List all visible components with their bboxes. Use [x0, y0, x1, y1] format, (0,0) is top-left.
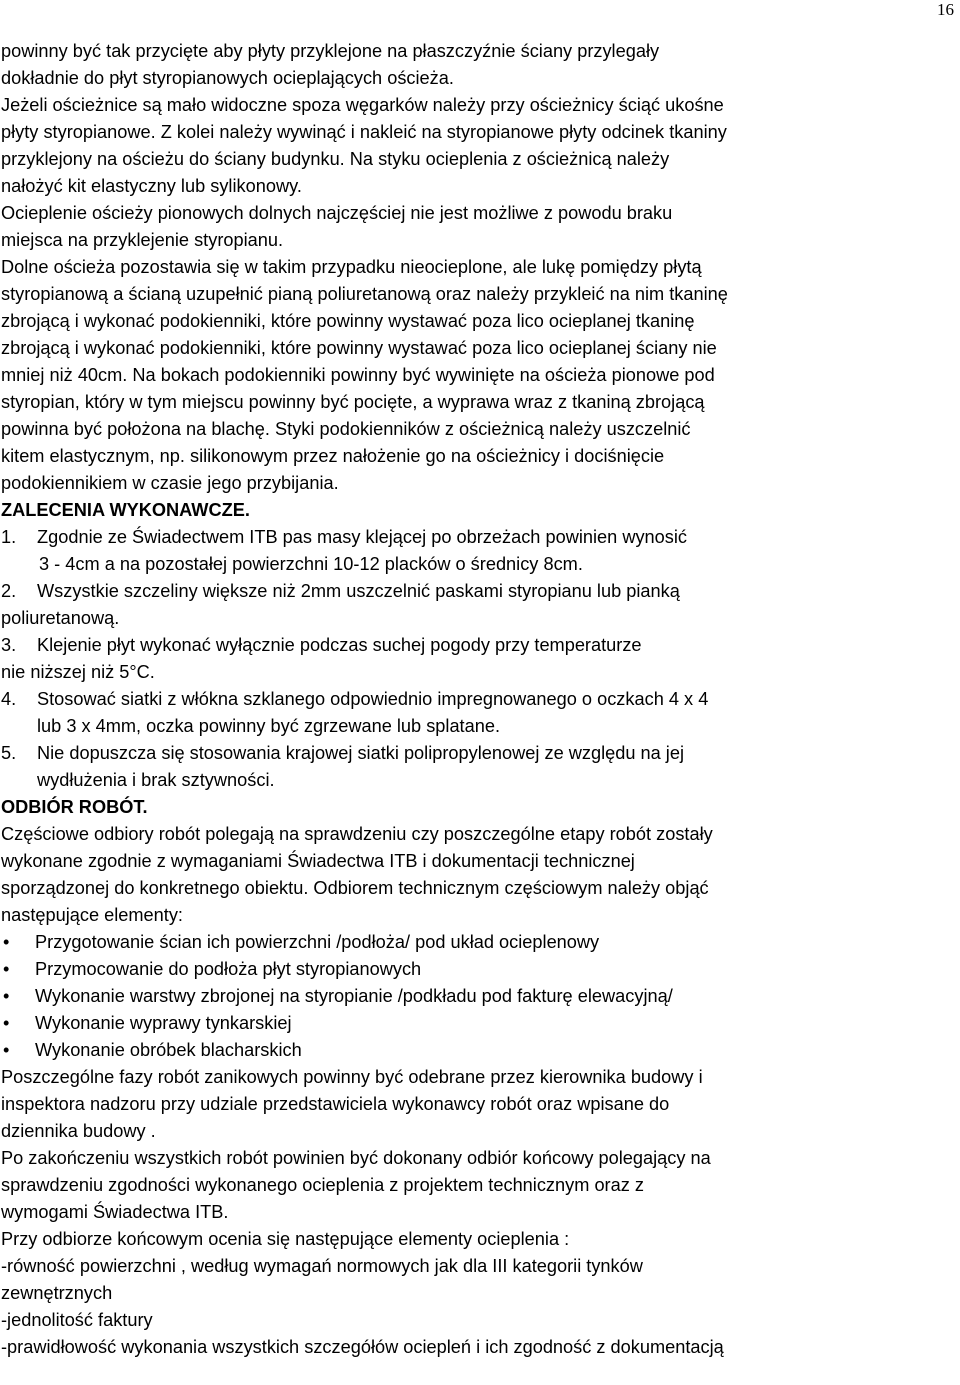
list-item-continuation: lub 3 x 4mm, oczka powinny być zgrzewane lub splatane.: [37, 716, 501, 736]
elements-bullet-list: [1, 929, 956, 1064]
list-item-text: Wszystkie szczeliny większe niż 2mm uszczelnić paskami styropianu lub pianką: [37, 581, 680, 601]
bullet-item: [1, 929, 956, 956]
text-line: zewnętrznych: [1, 1283, 113, 1303]
text-line: -równość powierzchni , według wymagań normowych jak dla III kategorii tynków: [1, 1256, 643, 1276]
text-line: miejsca na przyklejenie styropianu.: [1, 230, 284, 250]
list-item: [1, 578, 956, 605]
list-item-continuation: wydłużenia i brak sztywności.: [37, 770, 275, 790]
list-item-continuation: 3 - 4cm a na pozostałej powierzchni 10-12 placków o średnicy 8cm.: [39, 554, 583, 574]
list-number: 4.: [1, 689, 17, 709]
list-item-text: Nie dopuszcza się stosowania krajowej siatki polipropylenowej ze względu na jej: [37, 743, 685, 763]
bullet-icon: •: [3, 1013, 10, 1033]
text-line: następujące elementy:: [1, 905, 183, 925]
list-item-continuation: nie niższej niż 5°C.: [1, 662, 155, 682]
text-line: sprawdzeniu zgodności wykonanego ocieplenia z projektem technicznym oraz z: [1, 1175, 644, 1195]
bullet-text: Przygotowanie ścian ich powierzchni /podłoża/ pod układ ocieplenowy: [35, 932, 600, 952]
list-number: 1.: [1, 527, 17, 547]
text-line: podokiennikiem w czasie jego przybijania.: [1, 473, 339, 493]
text-line: dziennika budowy .: [1, 1121, 156, 1141]
bullet-icon: •: [3, 959, 10, 979]
text-line: wykonane zgodnie z wymaganiami Świadectwa ITB i dokumentacji technicznej: [1, 851, 635, 871]
bullet-text: Przymocowanie do podłoża płyt styropianowych: [35, 959, 422, 979]
text-line: powinny być tak przycięte aby płyty przyklejone na płaszczyźnie ściany przylegały: [1, 41, 660, 61]
list-number: 3.: [1, 635, 17, 655]
text-line: -prawidłowość wykonania wszystkich szczegółów ociepleń i ich zgodność z dokumentacją: [1, 1337, 724, 1357]
text-line: -jednolitość faktury: [1, 1310, 153, 1330]
list-item-text: Stosować siatki z włókna szklanego odpowiednio impregnowanego o oczkach 4 x 4: [37, 689, 709, 709]
bullet-item: [1, 983, 956, 1010]
document-body: [1, 38, 956, 1361]
text-line: kitem elastycznym, np. silikonowym przez nałożenie go na ościeżnicy i dociśnięcie: [1, 446, 665, 466]
list-item: [1, 686, 956, 713]
text-line: Dolne ościeża pozostawia się w takim przypadku nieocieplone, ale lukę pomiędzy płytą: [1, 257, 702, 277]
list-item: [1, 632, 956, 659]
section-heading-acceptance: ODBIÓR ROBÓT.: [1, 797, 148, 817]
bullet-text: Wykonanie wyprawy tynkarskiej: [35, 1013, 292, 1033]
list-item: [1, 740, 956, 767]
text-line: sporządzonej do konkretnego obiektu. Odbiorem technicznym częściowym należy objąć: [1, 878, 709, 898]
text-line: Ocieplenie ościeży pionowych dolnych najczęściej nie jest możliwe z powodu braku: [1, 203, 673, 223]
text-line: mniej niż 40cm. Na bokach podokienniki powinny być wywinięte na ościeża pionowe pod: [1, 365, 715, 385]
bullet-icon: •: [3, 986, 10, 1006]
text-line: Jeżeli ościeżnice są mało widoczne spoza węgarków należy przy ościeżnicy ściąć ukośne: [1, 95, 724, 115]
text-line: płyty styropianowe. Z kolei należy wywinąć i nakleić na styropianowe płyty odcinek tkaniny: [1, 122, 727, 142]
text-line: Po zakończeniu wszystkich robót powinien być dokonany odbiór końcowy polegający na: [1, 1148, 711, 1168]
acceptance-text: [1, 821, 956, 929]
list-item-continuation: poliuretanową.: [1, 608, 120, 628]
section-heading-recommendations: ZALECENIA WYKONAWCZE.: [1, 500, 250, 520]
list-item: [1, 524, 956, 551]
bullet-icon: •: [3, 1040, 10, 1060]
list-number: 5.: [1, 743, 17, 763]
text-line: styropianową a ścianą uzupełnić pianą poliuretanową oraz należy przykleić na nim tkaninę: [1, 284, 728, 304]
text-line: styropian, który w tym miejscu powinny być pocięte, a wyprawa wraz z tkaniną zbrojącą: [1, 392, 705, 412]
text-line: Przy odbiorze końcowym ocenia się następujące elementy ocieplenia :: [1, 1229, 570, 1249]
text-line: powinna być położona na blachę. Styki podokienników z ościeżnicą należy uszczelnić: [1, 419, 691, 439]
bullet-icon: •: [3, 932, 10, 952]
bullet-item: [1, 1010, 956, 1037]
text-line: dokładnie do płyt styropianowych ocieplających ościeża.: [1, 68, 454, 88]
bullet-item: [1, 956, 956, 983]
bullet-text: Wykonanie warstwy zbrojonej na styropianie /podkładu pod fakturę elewacyjną/: [35, 986, 673, 1006]
text-line: inspektora nadzoru przy udziale przedstawiciela wykonawcy robót oraz wpisane do: [1, 1094, 670, 1114]
list-item-text: Klejenie płyt wykonać wyłącznie podczas suchej pogody przy temperaturze: [37, 635, 642, 655]
recommendations-list: [1, 524, 956, 794]
list-number: 2.: [1, 581, 17, 601]
text-line: przyklejony na ościeżu do ściany budynku. Na styku ocieplenia z ościeżnicą należy: [1, 149, 670, 169]
bullet-text: Wykonanie obróbek blacharskich: [35, 1040, 302, 1060]
list-item-text: Zgodnie ze Świadectwem ITB pas masy klejącej po obrzeżach powinien wynosić: [37, 527, 688, 547]
bullet-item: [1, 1037, 956, 1064]
text-line: zbrojącą i wykonać podokienniki, które powinny wystawać poza lico ocieplanej ściany nie: [1, 338, 717, 358]
text-line: zbrojącą i wykonać podokienniki, które powinny wystawać poza lico ocieplanej tkaninę: [1, 311, 695, 331]
text-line: nałożyć kit elastyczny lub sylikonowy.: [1, 176, 302, 196]
closing-text: [1, 1064, 956, 1361]
text-line: Poszczególne fazy robót zanikowych powinny być odebrane przez kierownika budowy i: [1, 1067, 703, 1087]
intro-text: [1, 38, 956, 497]
text-line: Częściowe odbiory robót polegają na sprawdzeniu czy poszczególne etapy robót zostały: [1, 824, 713, 844]
page-number: 16: [937, 0, 954, 19]
text-line: wymogami Świadectwa ITB.: [1, 1202, 229, 1222]
